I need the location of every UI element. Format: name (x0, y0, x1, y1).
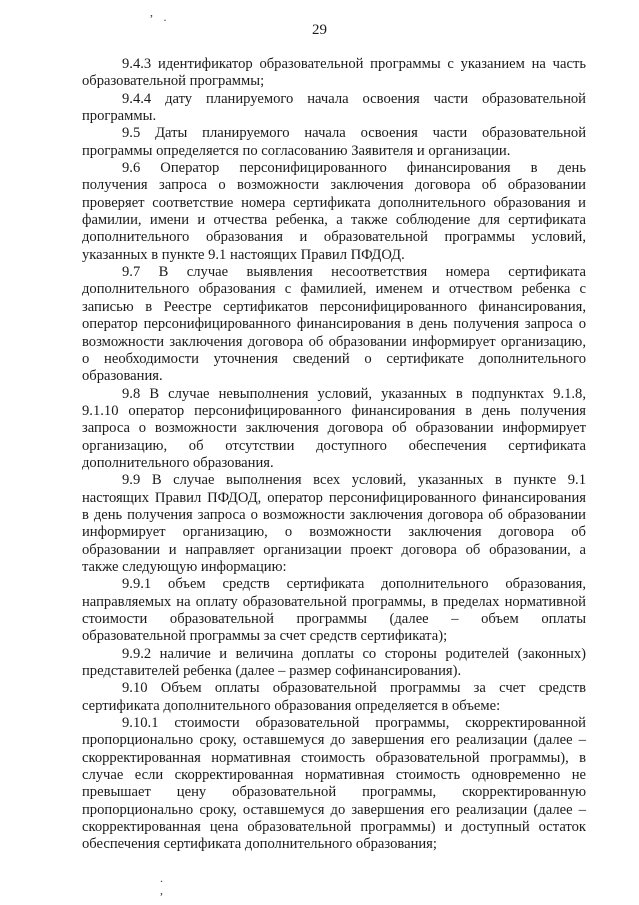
scan-speck: · (163, 13, 167, 27)
text-line: указанных в пункте 9.1 настоящих Правил ПФДОД. (82, 246, 405, 263)
text-line: дополнительного образования и образовательной программы условий, (82, 229, 586, 246)
text-line: оператор персонифицированного финансирования в день получения запроса о (82, 316, 586, 333)
text-line: программы. (82, 108, 157, 125)
text-line: превышает цену образовательной программы, скорректированную (82, 784, 586, 801)
text-line: образования. (82, 368, 163, 385)
document-body (82, 56, 586, 854)
text-line: записью в Реестре сертификатов персонифицированного финансирования, (82, 298, 586, 315)
text-line: скорректированная нормативная стоимость образовательной программы), в (82, 749, 586, 766)
text-line: возможности заключения договора об образовании информирует организацию, (82, 333, 586, 350)
text-line: программы определяется по согласованию Заявителя и организации. (82, 142, 511, 159)
text-line: о необходимости уточнения сведений о сертификате дополнительного (82, 350, 586, 367)
text-line: образовательной программы; (82, 73, 265, 90)
text-line: обеспечения сертификата дополнительного образования; (82, 836, 437, 853)
scan-speck: , (150, 5, 153, 19)
text-line: фамилии, имени и отчества ребенка, а также соблюдение для сертификата (82, 212, 586, 229)
text-line: организацию, об отсутствии доступного обеспечения сертификата (82, 437, 586, 454)
text-line: сертификата дополнительного образования определяется в объеме: (82, 697, 501, 714)
text-line: направляемых на оплату образовательной программы, в пределах нормативной (82, 593, 586, 610)
text-line: дополнительного образования. (82, 454, 274, 471)
text-line: также следующую информацию: (82, 558, 287, 575)
text-line: 9.10.1 стоимости образовательной программы, скорректированной (122, 715, 586, 732)
text-line: случае если скорректированная нормативная стоимость одновременно не (82, 767, 586, 784)
text-line: 9.9.1 объем средств сертификата дополнительного образования, (122, 576, 586, 593)
text-line: настоящих Правил ПФДОД, оператор персонифицированного финансирования (82, 489, 586, 506)
text-line: 9.7 В случае выявления несоответствия номера сертификата (122, 264, 586, 281)
text-line: проверяет соответствие номера сертификата дополнительного образования и (82, 194, 586, 211)
text-line: 9.9 В случае выполнения всех условий, указанных в пункте 9.1 (122, 472, 586, 489)
text-line: образовательной программы за счет средств сертификата); (82, 628, 448, 645)
text-line: 9.4.3 идентификатор образовательной программы с указанием на часть (122, 56, 586, 72)
page-number: 29 (312, 22, 327, 38)
text-line: 9.8 В случае невыполнения условий, указанных в подпунктах 9.1.8, (122, 385, 586, 402)
text-line: скорректированная цена образовательной программы) и доступный остаток (82, 819, 586, 836)
text-line: образовании и направляет организации проект договора об образовании, а (82, 541, 586, 558)
text-line: пропорционально сроку, оставшемуся до завершения его реализации (далее – (82, 732, 586, 749)
text-line: получения запроса о возможности заключения договора об образовании (82, 177, 586, 194)
text-line: 9.4.4 дату планируемого начала освоения части образовательной (122, 90, 586, 107)
text-line: представителей ребенка (далее – размер софинансирования). (82, 663, 462, 680)
text-line: дополнительного образования с фамилией, именем и отчеством ребенка с (82, 281, 586, 298)
scan-speck: . (160, 871, 163, 885)
text-line: 9.10 Объем оплаты образовательной программы за счет средств (122, 680, 586, 697)
text-line: 9.9.2 наличие и величина доплаты со стороны родителей (законных) (122, 645, 586, 662)
text-line: 9.5 Даты планируемого начала освоения части образовательной (122, 125, 586, 142)
scan-speck: , (160, 883, 163, 897)
text-line: 9.6 Оператор персонифицированного финансирования в день (122, 160, 586, 177)
text-line: информирует организацию, о возможности заключения договора об (82, 524, 586, 541)
text-line: в день получения запроса о возможности заключения договора об образовании (82, 506, 586, 523)
text-line: пропорционально сроку, оставшемуся до завершения его реализации (далее – (82, 801, 586, 818)
text-line: стоимости образовательной программы (далее – объем оплаты (82, 611, 586, 627)
text-line: 9.1.10 оператор персонифицированного финансирования в день получения (82, 402, 586, 419)
text-line: запроса о возможности заключения договора об образовании информирует (82, 420, 586, 437)
